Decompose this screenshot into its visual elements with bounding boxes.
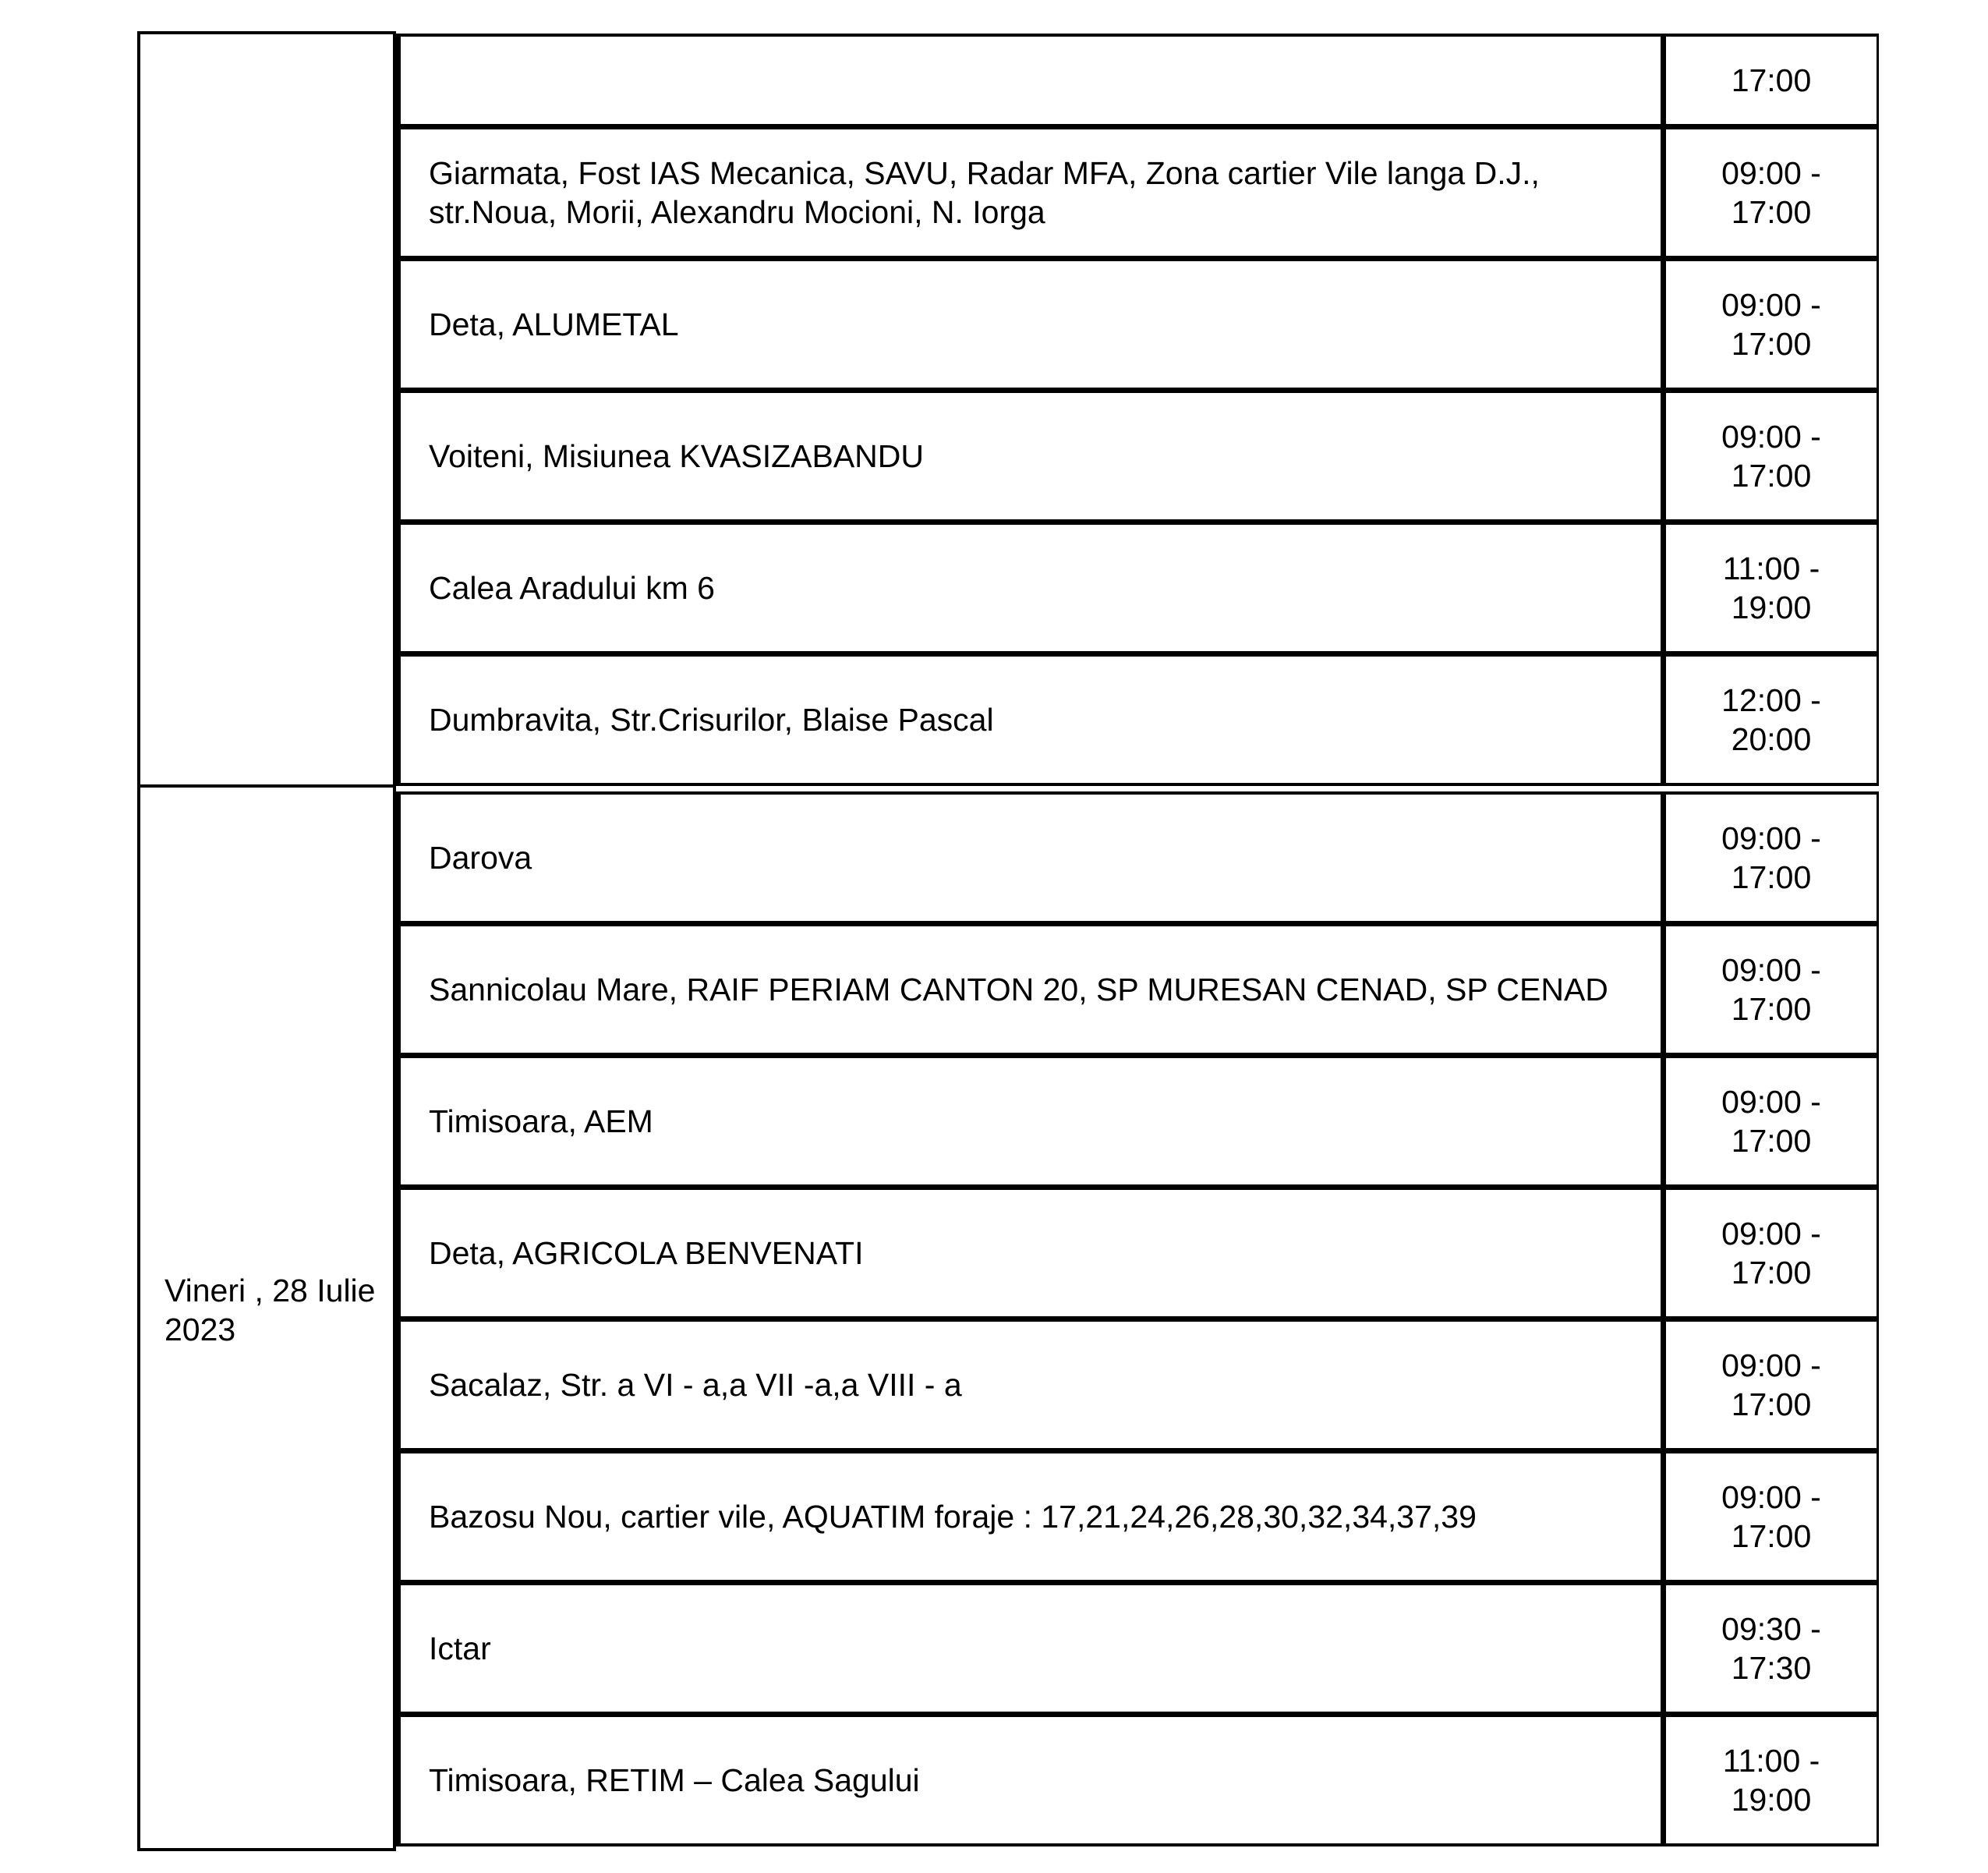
- location-cell: Deta, AGRICOLA BENVENATI: [398, 1188, 1664, 1319]
- time-text: 09:00 - 17:00: [1721, 419, 1821, 494]
- time-text: 09:00 - 17:00: [1721, 287, 1821, 362]
- table-row: [398, 1715, 1878, 1846]
- table-row: [398, 924, 1878, 1056]
- time-text: 09:00 - 17:00: [1721, 1084, 1821, 1159]
- table-row: [398, 1188, 1878, 1319]
- location-cell: Timisoara, AEM: [398, 1056, 1664, 1188]
- schedule-table-day-continued: [396, 34, 1879, 786]
- location-cell: Sannicolau Mare, RAIF PERIAM CANTON 20, SP MURESAN CENAD, SP CENAD: [398, 924, 1664, 1056]
- time-cell: [1664, 522, 1878, 654]
- table-row: [398, 654, 1878, 785]
- table-row: [398, 793, 1878, 924]
- time-cell: [1664, 1319, 1878, 1451]
- location-cell: Timisoara, RETIM – Calea Sagului: [429, 1762, 920, 1798]
- time-text: 09:30 - 17:30: [1721, 1611, 1821, 1686]
- time-cell: [1664, 1583, 1878, 1715]
- table-row: [398, 1583, 1878, 1715]
- time-cell: [1664, 259, 1878, 391]
- time-text: 11:00 - 19:00: [1722, 1743, 1820, 1818]
- location-cell: [398, 35, 1664, 127]
- time-text: 11:00 - 19:00: [1722, 551, 1820, 625]
- location-cell: Giarmata, Fost IAS Mecanica, SAVU, Radar MFA, Zona cartier Vile langa D.J., str.Noua, Morii, Alexandru Mocioni, N. Iorga: [398, 127, 1664, 259]
- table-row: [398, 391, 1878, 522]
- day-cell-continued: [137, 31, 396, 788]
- time-text: 12:00 - 20:00: [1721, 682, 1821, 757]
- time-text: 09:00 - 17:00: [1721, 1479, 1821, 1554]
- location-cell: Dumbravita, Str.Crisurilor, Blaise Pascal: [429, 702, 994, 738]
- time-text: 17:00: [1731, 62, 1812, 98]
- location-cell: Deta, ALUMETAL: [398, 259, 1664, 391]
- time-cell: [1664, 1451, 1878, 1583]
- table-row: [398, 1319, 1878, 1451]
- time-text: 09:00 - 17:00: [1721, 820, 1821, 895]
- table-row: [398, 127, 1878, 259]
- time-cell: [1664, 127, 1878, 259]
- time-cell: [1664, 1715, 1878, 1846]
- location-cell: Ictar: [398, 1583, 1664, 1715]
- table-row: [398, 259, 1878, 391]
- time-text: 09:00 - 17:00: [1721, 952, 1821, 1027]
- time-text: 09:00 - 17:00: [1721, 1347, 1821, 1422]
- time-cell: [1664, 35, 1878, 127]
- time-text: 09:00 - 17:00: [1721, 155, 1821, 230]
- location-cell: Sacalaz, Str. a VI - a,a VII -a,a VIII - a: [398, 1319, 1664, 1451]
- time-cell: [1664, 654, 1878, 785]
- location-cell: Voiteni, Misiunea KVASIZABANDU: [398, 391, 1664, 522]
- time-cell: [1664, 924, 1878, 1056]
- time-cell: [1664, 1056, 1878, 1188]
- location-cell: Calea Aradului km 6: [398, 522, 1664, 654]
- location-cell: Darova: [398, 793, 1664, 924]
- table-row: [398, 35, 1878, 127]
- time-cell: [1664, 1188, 1878, 1319]
- time-text: 09:00 - 17:00: [1721, 1216, 1821, 1291]
- schedule-table-vineri: [396, 791, 1879, 1846]
- table-row: [398, 522, 1878, 654]
- day-label: Vineri , 28 Iulie 2023: [164, 1273, 376, 1347]
- table-row: [398, 1056, 1878, 1188]
- day-cell-vineri: [137, 784, 396, 1851]
- time-cell: [1664, 793, 1878, 924]
- location-cell: Bazosu Nou, cartier vile, AQUATIM foraje : 17,21,24,26,28,30,32,34,37,39: [398, 1451, 1664, 1583]
- time-cell: [1664, 391, 1878, 522]
- table-row: [398, 1451, 1878, 1583]
